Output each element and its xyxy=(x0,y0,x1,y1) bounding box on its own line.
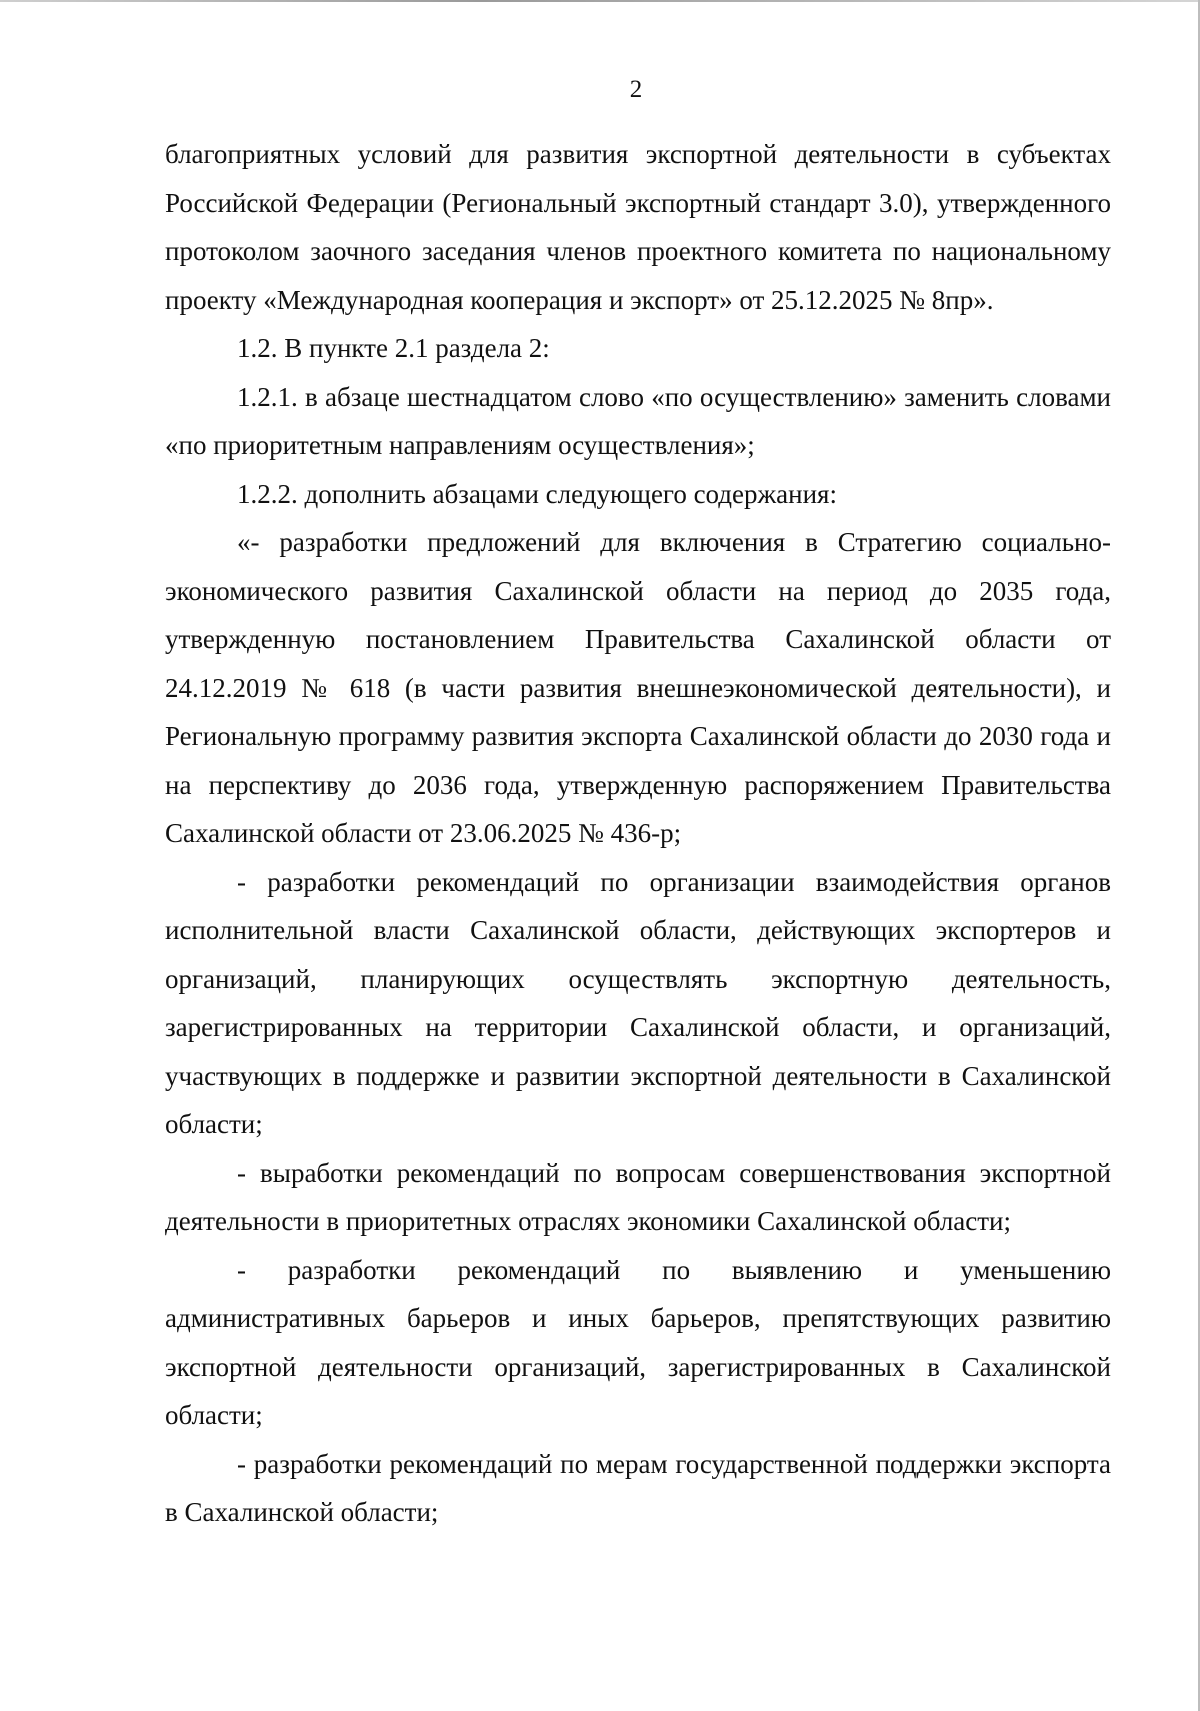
paragraph-interaction-recommendations: - разработки рекомендаций по организации взаимодействия органов исполнительной власти Сахалинской области, действующих экспортеров и организаций, планирующих осуществлять экспортную деятельность, зарегистрированных на территории Сахалинской области, и организаций, участвующих в поддержке и развитии экспортной деятельности в Сахалинской области; xyxy=(165,866,1111,1139)
paragraph-export-improvement: - выработки рекомендаций по вопросам совершенствования экспортной деятельности в приоритетных отраслях экономики Сахалинской области; xyxy=(165,1157,1111,1236)
paragraph-continuation: благоприятных условий для развития экспортной деятельности в субъектах Российской Федерации (Региональный экспортный стандарт 3.0), утвержденного протоколом заочного заседания членов проектного комитета по национальному проекту «Международная кооперация и экспорт» от 25.12.2025 № 8пр». xyxy=(165,139,1111,315)
paragraph-item-1-2: 1.2. В пункте 2.1 раздела 2: xyxy=(237,333,550,363)
paragraph-item-1-2-1: 1.2.1. в абзаце шестнадцатом слово «по осуществлению» заменить словами «по приоритетным направлениям осуществления»; xyxy=(165,381,1111,460)
paragraph-barriers: - разработки рекомендаций по выявлению и уменьшению административных барьеров и иных барьеров, препятствующих развитию экспортной деятельности организаций, зарегистрированных в Сахалинской области; xyxy=(165,1254,1111,1430)
paragraph-strategy-proposals: «- разработки предложений для включения в Стратегию социально-экономического развития Сахалинской области на период до 2035 года, утвержденную постановлением Правительства Сахалинской области от 24.12.2019 № 618 (в части развития внешнеэкономической деятельности), и Региональную программу развития экспорта Сахалинской области до 2030 года и на перспективу до 2036 года, утвержденную распоряжением Правительства Сахалинской области от 23.06.2025 № 436-р; xyxy=(165,527,1111,848)
paragraph-state-support: - разработки рекомендаций по мерам государственной поддержки экспорта в Сахалинской области; xyxy=(165,1448,1111,1527)
scan-edge-top xyxy=(0,0,1200,2)
page-number: 2 xyxy=(629,76,643,103)
paragraph-item-1-2-2: 1.2.2. дополнить абзацами следующего содержания: xyxy=(237,478,837,509)
document-body xyxy=(165,130,1111,1537)
